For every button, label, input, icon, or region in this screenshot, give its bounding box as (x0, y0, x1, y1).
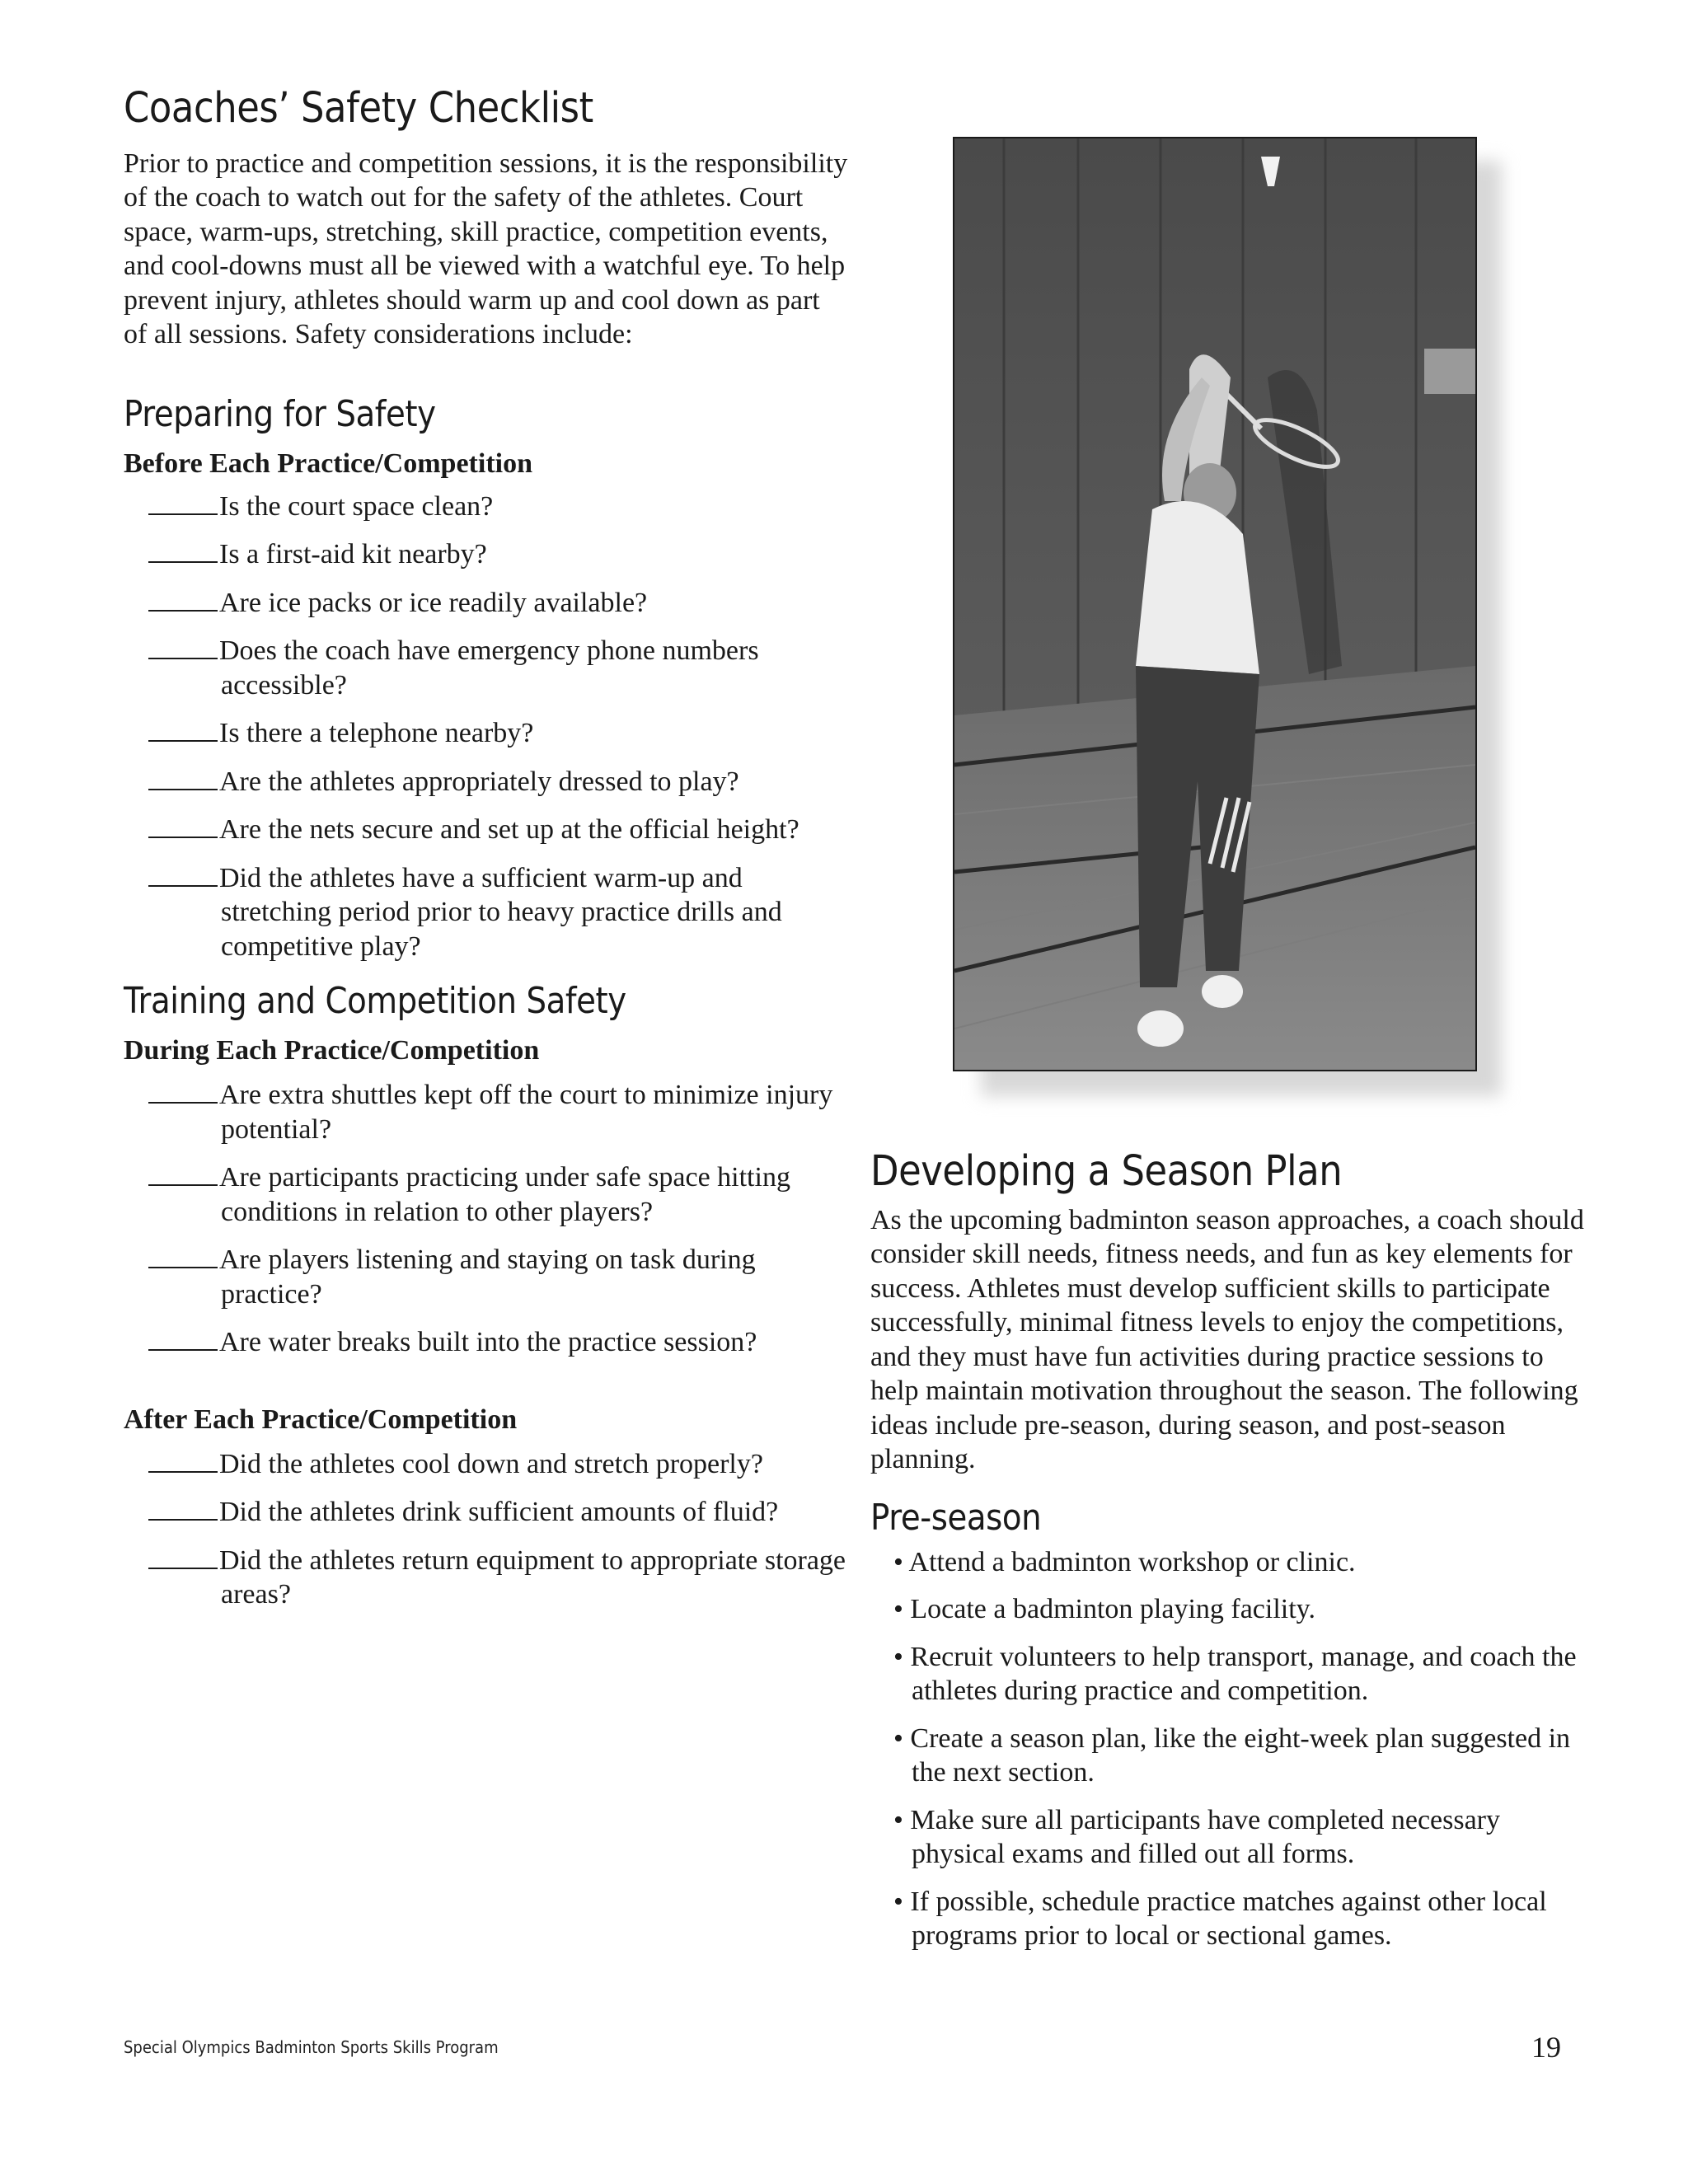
blank-line (148, 1494, 218, 1521)
page-number: 19 (1531, 2031, 1561, 2064)
blank-line (148, 1160, 218, 1186)
after-subhead: After Each Practice/Competition (124, 1404, 518, 1435)
right-column (870, 1146, 1587, 1966)
preseason-list (870, 1545, 1587, 1953)
checklist-item: Did the athletes have a sufficient warm-up and stretching period prior to heavy practice drills and competitive play? (124, 860, 849, 964)
checklist-item: Did the athletes cool down and stretch properly? (124, 1446, 849, 1482)
bullet-item: • If possible, schedule practice matches against other local programs prior to local or sectional games. (893, 1886, 1547, 1952)
preseason-title: Pre-season (870, 1496, 1042, 1539)
badminton-player-photo (953, 137, 1477, 1071)
footer-program-title: Special Olympics Badminton Sports Skills Program (124, 2037, 499, 2057)
checklist-item: Are water breaks built into the practice session? (124, 1324, 849, 1360)
checklist-title: Coaches’ Safety Checklist (124, 84, 593, 133)
checklist-item: Is a first-aid kit nearby? (124, 537, 849, 572)
checklist-item: Are ice packs or ice readily available? (124, 585, 849, 621)
bullet-item: • Locate a badminton playing facility. (893, 1594, 1315, 1625)
blank-line (148, 1077, 218, 1104)
during-subhead: During Each Practice/Competition (124, 1035, 540, 1066)
checklist-item: Are players listening and staying on task during practice? (124, 1242, 849, 1311)
preparing-title: Preparing for Safety (124, 392, 436, 435)
checklist-intro: Prior to practice and competition sessions, it is the responsibility of the coach to watch out for the safety of the athletes. Court space, warm-ups, stretching, skill practice, competition events, and cool-downs must all be viewed with a watchful eye. To help prevent injury, athletes should warm up and cool down as part of all sessions. Safety considerations include: (124, 148, 848, 350)
blank-line (148, 1242, 218, 1268)
season-plan-title: Developing a Season Plan (870, 1147, 1343, 1196)
blank-line (148, 489, 218, 515)
player-illustration (954, 138, 1475, 1070)
season-plan-intro: As the upcoming badminton season approaches, a coach should consider skill needs, fitness needs, and fun as key elements for success. Athletes must develop sufficient skills to participate successfully, minimal fitness levels to enjoy the competitions, and they must have fun activities during practice sessions to help maintain motivation throughout the season. The following ideas include pre-season, during season, and post-season planning. (870, 1204, 1584, 1475)
checklist-item: Are the nets secure and set up at the official height? (124, 812, 849, 847)
blank-line (148, 715, 218, 742)
before-checklist (124, 489, 849, 964)
blank-line (148, 1324, 218, 1351)
blank-line (148, 1543, 218, 1569)
after-checklist (124, 1446, 849, 1612)
blank-line (148, 1446, 218, 1473)
checklist-item: Does the coach have emergency phone numbers accessible? (124, 633, 849, 702)
checklist-item: Are the athletes appropriately dressed to play? (124, 764, 849, 799)
blank-line (148, 812, 218, 838)
blank-line (148, 633, 218, 659)
blank-line (148, 537, 218, 563)
checklist-item: Did the athletes return equipment to appropriate storage areas? (124, 1543, 849, 1612)
left-column (124, 82, 849, 1625)
blank-line (148, 764, 218, 790)
blank-line (148, 585, 218, 612)
checklist-item: Did the athletes drink sufficient amounts of fluid? (124, 1494, 849, 1530)
training-title: Training and Competition Safety (124, 980, 626, 1023)
bullet-item: • Create a season plan, like the eight-week plan suggested in the next section. (893, 1722, 1571, 1788)
checklist-item: Are participants practicing under safe space hitting conditions in relation to other players? (124, 1160, 849, 1229)
during-checklist (124, 1077, 849, 1360)
bullet-item: • Attend a badminton workshop or clinic. (893, 1546, 1356, 1577)
bullet-item: • Make sure all participants have completed necessary physical exams and filled out all forms. (893, 1804, 1500, 1870)
checklist-item: Is there a telephone nearby? (124, 715, 849, 751)
bullet-item: • Recruit volunteers to help transport, manage, and coach the athletes during practice and competition. (893, 1641, 1577, 1707)
before-subhead: Before Each Practice/Competition (124, 448, 533, 479)
checklist-item: Are extra shuttles kept off the court to minimize injury potential? (124, 1077, 849, 1146)
blank-line (148, 860, 218, 887)
checklist-item: Is the court space clean? (124, 489, 849, 524)
